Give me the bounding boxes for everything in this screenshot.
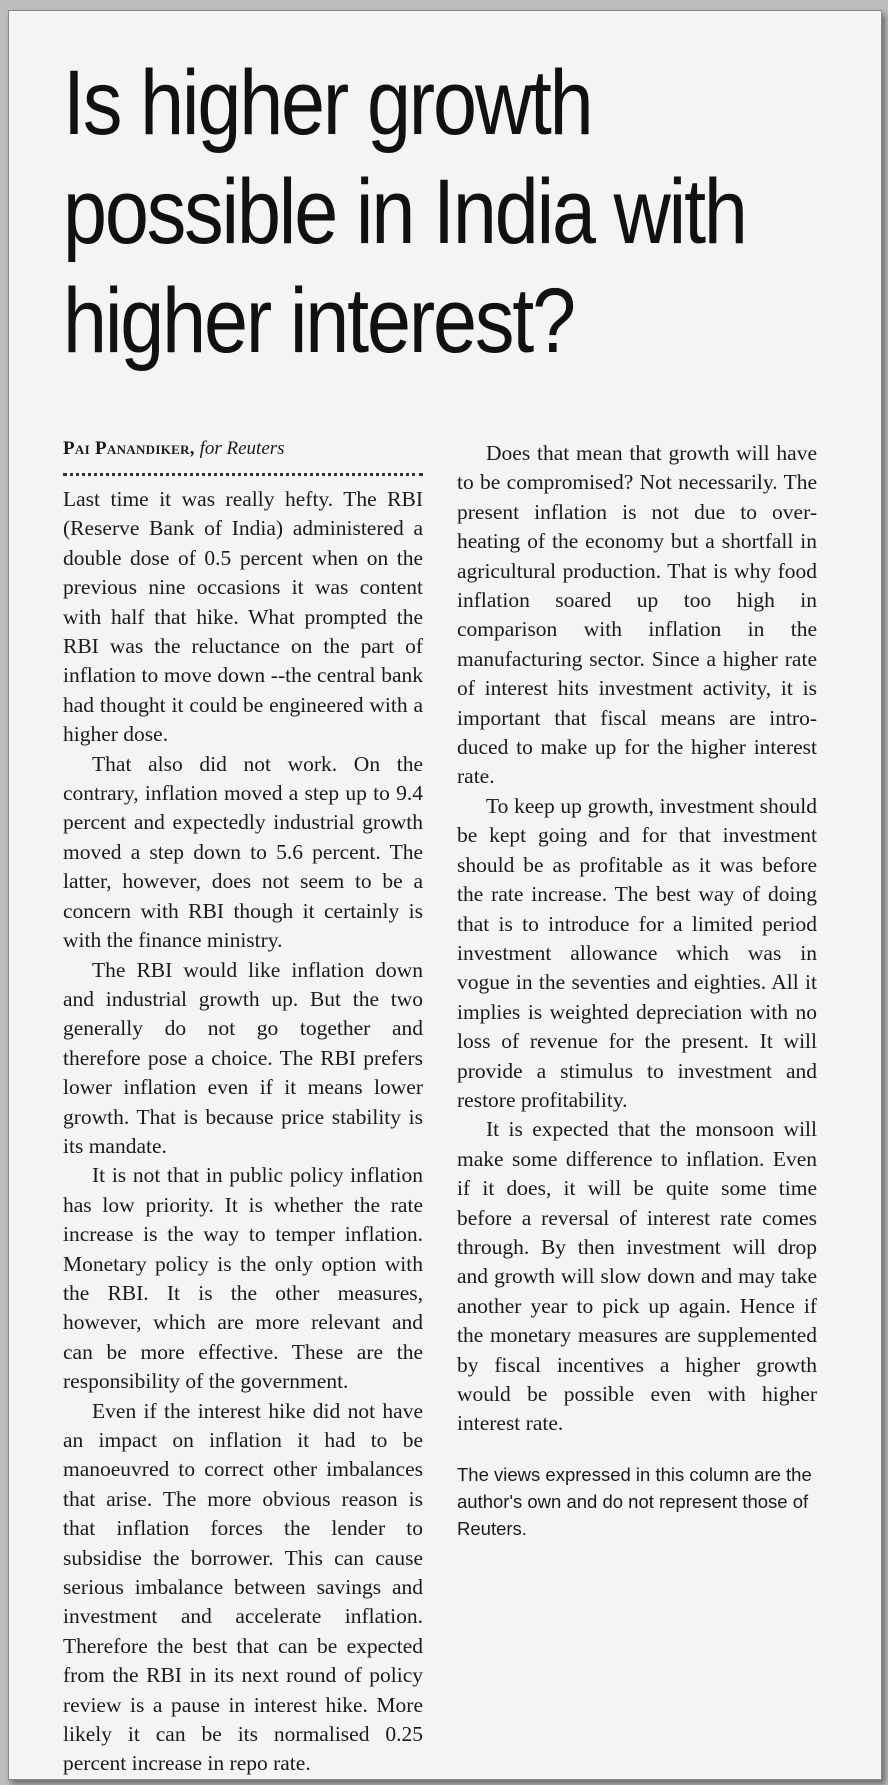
paragraph-8: It is expected that the monsoon will make some difference to inflation. Even if it does, it will be quite some time before a reversal of interest rate comes through. By then investment will drop and growth will slow down and may take another year to pick up again. Hence if the monetary measures are supplemented by fiscal incentives a higher growth would be possible even with higher interest rate. — [457, 1117, 817, 1436]
headline: Is higher growth possible in India with higher interest? — [63, 52, 746, 372]
paragraph-3: The RBI would like inflation down and industrial growth up. But the two generally do not go together and therefore pose a choice. The RBI prefers lower inflation even if it means lower growth. That is because price stability is its mandate. — [63, 957, 423, 1158]
newspaper-clipping — [8, 10, 882, 1780]
paragraph-5: Even if the interest hike did not have an impact on inflation it had to be manoeuvred to correct other imbalances that arise. The more obvious reason is that inflation forces the lender to subsidise the borrower. This can cause serious imbalance between savings and investment and accelerate inflation. Therefore the best that can be expected from the RBI in its next round of policy review is a pause in interest hike. More likely it can be its normalised 0.25 percent increase in repo rate. — [63, 1398, 423, 1776]
paragraph-7: To keep up growth, investment should be kept going and for that investment should be as profitable as it was before the rate increase. The best way of doing that is to introduce for a limited period investment allowance which was in vogue in the seventies and eighties. All it implies is weighted depreciation with no loss of revenue for the present. It will provide a stimulus to investment and restore profitability. — [457, 793, 817, 1112]
paragraph-2: That also did not work. On the contrary, inflation moved a step up to 9.4 percent and expectedly industrial growth moved a step down to 5.6 percent. The latter, however, does not seem to be a concern with RBI though it certainly is with the finance ministry. — [63, 751, 423, 953]
article-column-right — [457, 439, 817, 1542]
paragraph-6: Does that mean that growth will have to be compromised? Not necessarily. The present inflation is not due to over-heating of the economy but a shortfall in agricultural production. That is why food inflation soared up too high in comparison with inflation in the manufacturing sector. Since a higher rate of interest hits investment activity, it is important that fiscal means are introduced to make up for the higher interest rate. — [457, 441, 817, 789]
article-column-left — [63, 439, 423, 1779]
byline-divider — [63, 473, 423, 476]
byline-affiliation: for Reuters — [199, 438, 285, 459]
disclaimer: The views expressed in this column are the author's own and do not represent those of Reuters. — [457, 1463, 812, 1539]
byline — [63, 437, 423, 461]
byline-author: Pai Panandiker, — [63, 438, 195, 459]
paragraph-1: Last time it was really hefty. The RBI (Reserve Bank of India) administered a double dose of 0.5 percent when on the previous nine occasions it was content with half that hike. What prompted the RBI was the reluctance on the part of inflation to move down --the central bank had thought it could be engineered with a higher dose. — [63, 487, 423, 747]
paragraph-4: It is not that in public policy inflation has low priority. It is whether the rate increase is the way to temper inflation. Monetary policy is the only option with the RBI. It is the other measures, however, which are more relevant and can be more effective. These are the responsibility of the government. — [63, 1163, 423, 1394]
